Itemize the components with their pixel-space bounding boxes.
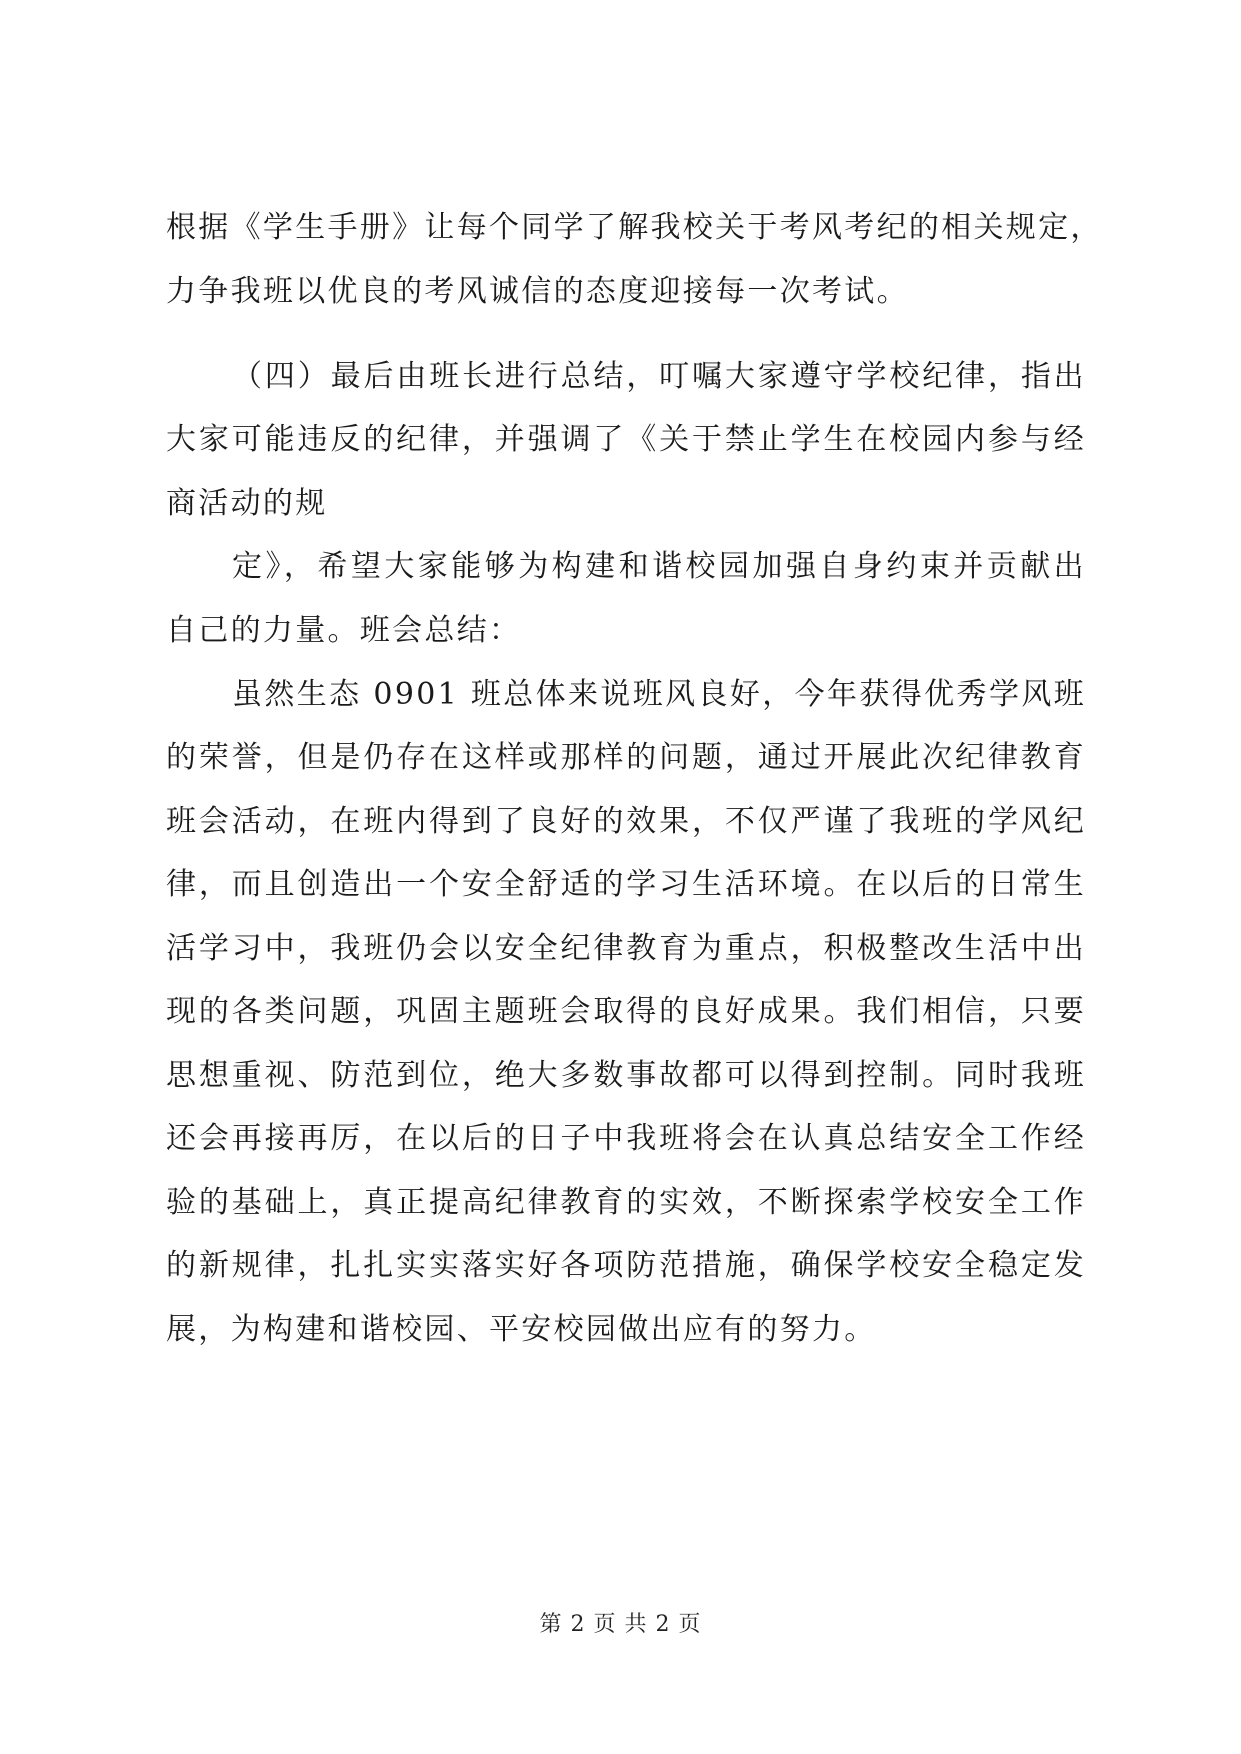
text-line: 班会活动，在班内得到了良好的效果，不仅严谨了我班的学风纪: [166, 804, 1086, 839]
text-line: 现的各类问题，巩固主题班会取得的良好成果。我们相信，只要: [166, 994, 1086, 1029]
text-line: 活学习中，我班仍会以安全纪律教育为重点，积极整改生活中出: [166, 931, 1086, 966]
text-line: 思想重视、防范到位，绝大多数事故都可以得到控制。同时我班: [166, 1058, 1086, 1093]
text-line: 力争我班以优良的考风诚信的态度迎接每一次考试。: [166, 274, 909, 309]
text-line: 虽然生态 0901 班总体来说班风良好，今年获得优秀学风班: [232, 677, 1086, 712]
text-line: 验的基础上，真正提高纪律教育的实效，不断探索学校安全工作: [166, 1185, 1086, 1220]
page-number-footer: 第 2 页 共 2 页: [539, 1612, 702, 1637]
text-line: 大家可能违反的纪律，并强调了《关于禁止学生在校园内参与经: [166, 422, 1086, 457]
text-line: 的荣誉，但是仍存在这样或那样的问题，通过开展此次纪律教育: [166, 740, 1086, 775]
text-line: 自己的力量。班会总结：: [166, 613, 522, 648]
text-line: 商活动的规: [166, 486, 328, 521]
text-line: 的新规律，扎扎实实落实好各项防范措施，确保学校安全稳定发: [166, 1248, 1086, 1283]
text-line: 根据《学生手册》让每个同学了解我校关于考风考纪的相关规定，: [166, 210, 1103, 245]
text-line: 展，为构建和谐校园、平安校园做出应有的努力。: [166, 1312, 877, 1347]
text-line: （四）最后由班长进行总结，叮嘱大家遵守学校纪律，指出: [232, 359, 1086, 394]
text-line: 律，而且创造出一个安全舒适的学习生活环境。在以后的日常生: [166, 867, 1086, 902]
text-line: 还会再接再厉，在以后的日子中我班将会在认真总结安全工作经: [166, 1121, 1086, 1156]
text-line: 定》，希望大家能够为构建和谐校园加强自身约束并贡献出: [232, 549, 1086, 584]
